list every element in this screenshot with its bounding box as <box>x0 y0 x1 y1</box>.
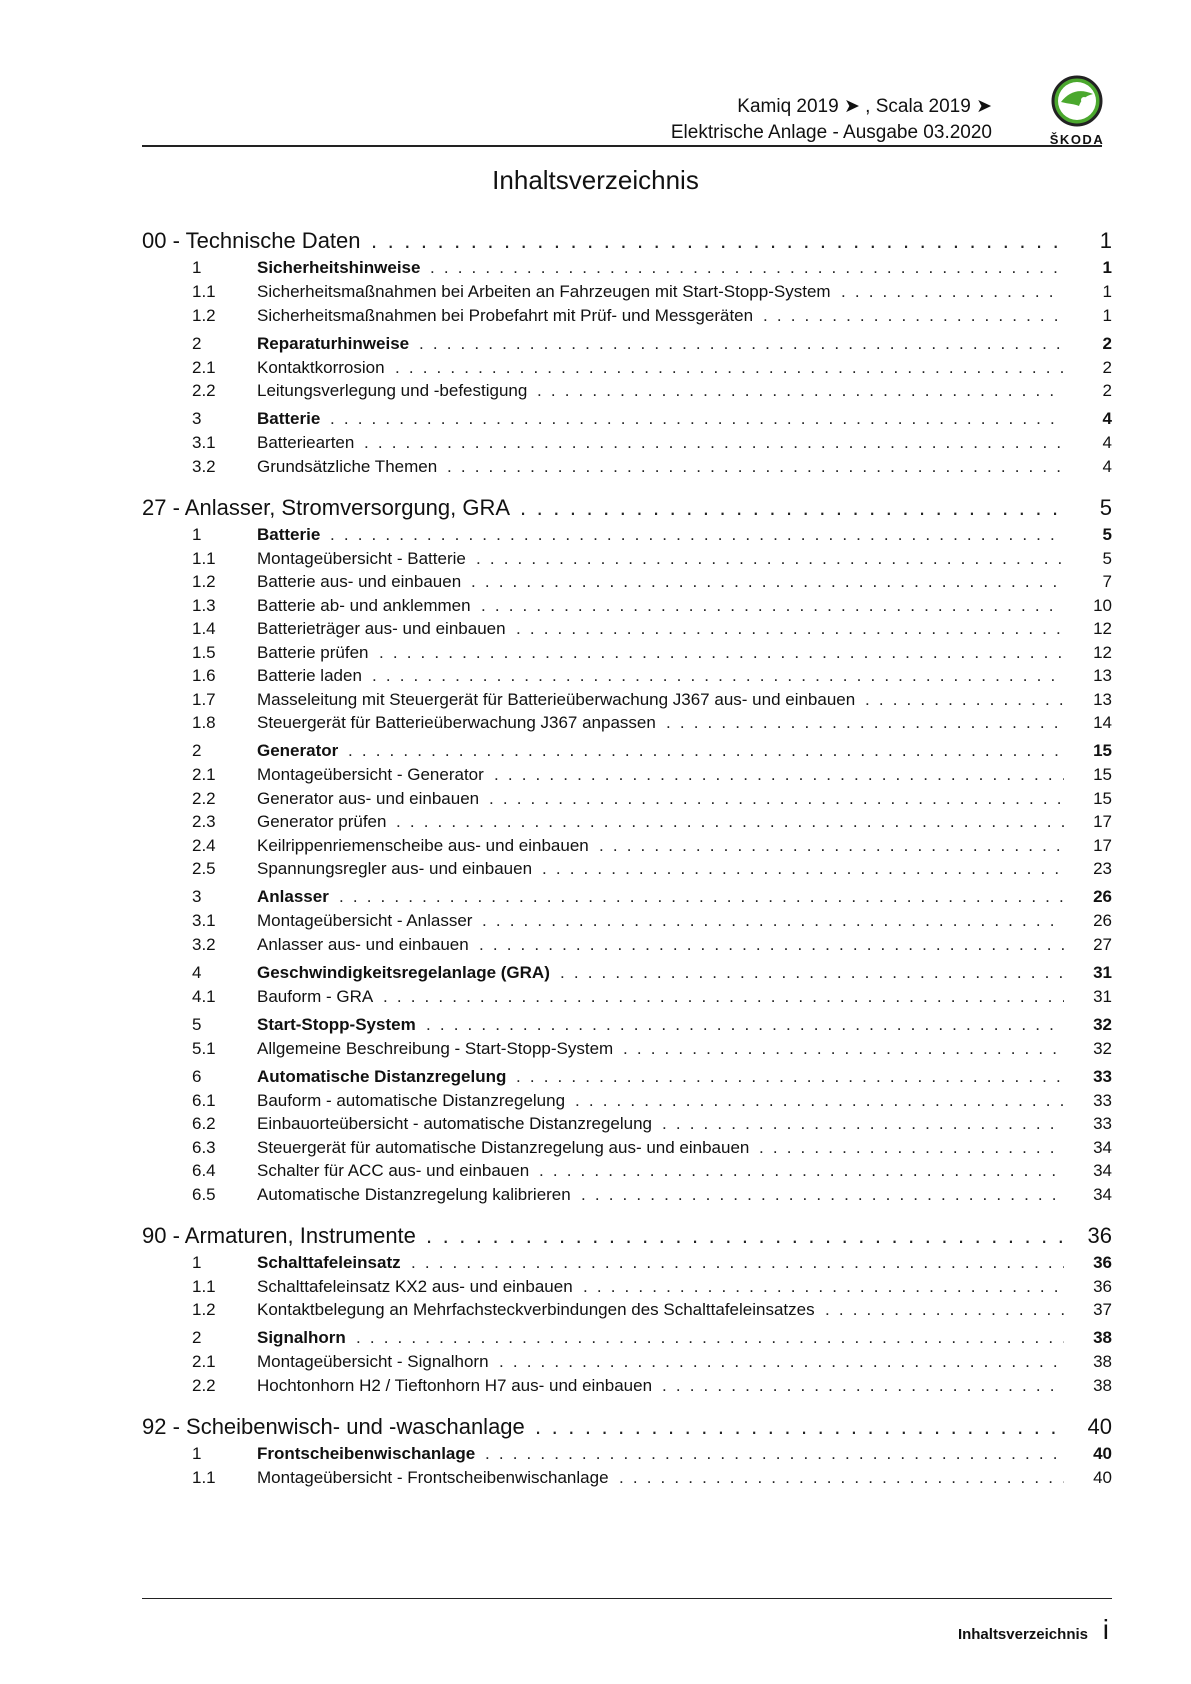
page-header <box>142 72 1112 148</box>
toc-section[interactable] <box>142 1067 1112 1089</box>
toc-leader-dots <box>364 433 1064 453</box>
toc-leader-dots <box>330 409 1064 429</box>
toc-title: Einbauorteübersicht - automatische Distanzregelung <box>257 1114 660 1134</box>
toc-leader-dots <box>520 495 1064 521</box>
toc-leader-dots <box>516 619 1064 639</box>
toc-title: Automatische Distanzregelung <box>257 1067 514 1087</box>
toc-leader-dots <box>479 935 1064 955</box>
toc-entry[interactable] <box>142 457 1112 479</box>
toc-entry[interactable] <box>142 282 1112 304</box>
toc-page-number: 34 <box>1093 1161 1112 1180</box>
toc-entry[interactable] <box>142 911 1112 933</box>
toc-leader-dots <box>759 1138 1064 1158</box>
toc-page-number: 5 <box>1102 524 1112 544</box>
toc-title: Start-Stopp-System <box>257 1015 424 1035</box>
toc-entry[interactable] <box>142 1277 1112 1299</box>
toc-leader-dots <box>430 258 1064 278</box>
toc-number: 1.1 <box>192 1276 216 1296</box>
toc-page-number: 1 <box>1102 282 1112 301</box>
toc-title: 00 - Technische Daten <box>142 228 369 254</box>
toc-leader-dots <box>471 572 1064 592</box>
toc-page-number: 31 <box>1093 986 1112 1006</box>
toc-leader-dots <box>619 1468 1064 1488</box>
toc-title: Batterie <box>257 409 328 429</box>
toc-page-number: 23 <box>1093 859 1112 878</box>
toc-entry[interactable] <box>142 1376 1112 1398</box>
toc-page-number: 33 <box>1093 1090 1112 1110</box>
toc-entry[interactable] <box>142 987 1112 1009</box>
toc-title: Schalttafeleinsatz <box>257 1253 409 1273</box>
toc-leader-dots <box>447 457 1064 477</box>
toc-page-number: 10 <box>1093 595 1112 615</box>
toc-title: Bauform - GRA <box>257 987 381 1007</box>
toc-title: Sicherheitsmaßnahmen bei Arbeiten an Fahrzeugen mit Start-Stopp-System <box>257 282 839 302</box>
toc-section[interactable] <box>142 1444 1112 1466</box>
toc-page-number: 14 <box>1093 713 1112 732</box>
toc-number: 2.3 <box>192 812 216 831</box>
toc-page-number: 40 <box>1087 1413 1112 1439</box>
toc-section[interactable] <box>142 963 1112 985</box>
toc-entry[interactable] <box>142 935 1112 957</box>
toc-leader-dots <box>581 1185 1064 1205</box>
toc-page-number: 38 <box>1093 1328 1112 1347</box>
toc-page-number: 36 <box>1093 1276 1112 1296</box>
toc-leader-dots <box>494 765 1064 785</box>
toc-title: Batteriearten <box>257 433 362 453</box>
toc-number: 1.1 <box>192 548 216 568</box>
toc-page-number: 38 <box>1093 1375 1112 1395</box>
toc-section[interactable] <box>142 334 1112 356</box>
toc-leader-dots <box>662 1376 1064 1396</box>
footer-rule <box>142 1598 1112 1599</box>
toc-page-number: 15 <box>1093 741 1112 760</box>
toc-leader-dots <box>599 836 1064 856</box>
toc-page-number: 4 <box>1102 409 1112 428</box>
toc-entry[interactable] <box>142 812 1112 834</box>
toc-section[interactable] <box>142 409 1112 431</box>
toc-page-number: 2 <box>1102 381 1112 400</box>
toc-title: Masseleitung mit Steuergerät für Batterieüberwachung J367 aus- und einbauen <box>257 690 863 710</box>
toc-entry[interactable] <box>142 549 1112 571</box>
toc-title: 90 - Armaturen, Instrumente <box>142 1223 424 1249</box>
toc-number: 2.1 <box>192 1352 216 1371</box>
toc-entry[interactable] <box>142 381 1112 403</box>
toc-number: 2.2 <box>192 788 216 808</box>
skoda-logo-icon <box>1039 72 1115 148</box>
toc-page-number: 38 <box>1093 1352 1112 1371</box>
toc-title: Montageübersicht - Anlasser <box>257 911 480 931</box>
toc-number: 6.2 <box>192 1114 216 1133</box>
toc-title: Steuergerät für automatische Distanzregelung aus- und einbauen <box>257 1138 757 1158</box>
toc-title: Montageübersicht - Frontscheibenwischanlage <box>257 1468 617 1488</box>
page-title: Inhaltsverzeichnis <box>492 165 699 195</box>
toc-page-number: 32 <box>1093 1038 1112 1058</box>
toc-number: 1.2 <box>192 305 216 325</box>
toc-title: Montageübersicht - Signalhorn <box>257 1352 497 1372</box>
toc-number: 6.1 <box>192 1090 216 1110</box>
toc-number: 3 <box>192 409 202 428</box>
toc-leader-dots <box>537 381 1064 401</box>
toc-number: 3.1 <box>192 433 216 452</box>
toc-leader-dots <box>583 1277 1064 1297</box>
toc-entry[interactable] <box>142 1300 1112 1322</box>
toc-leader-dots <box>575 1091 1064 1111</box>
toc-number: 1.7 <box>192 689 216 709</box>
toc-page-number: 34 <box>1093 1137 1112 1157</box>
toc-entry[interactable] <box>142 619 1112 641</box>
toc-title: Sicherheitshinweise <box>257 258 428 278</box>
toc-page-number: 32 <box>1093 1014 1112 1034</box>
toc-title: Generator prüfen <box>257 812 394 832</box>
header-models: Kamiq 2019 ➤ , Scala 2019 ➤ <box>737 96 992 117</box>
toc-page-number: 17 <box>1093 812 1112 831</box>
brand-wordmark: ŠKODA <box>1049 132 1105 147</box>
toc-entry[interactable] <box>142 1039 1112 1061</box>
toc-leader-dots <box>662 1114 1064 1134</box>
toc-title: Signalhorn <box>257 1328 354 1348</box>
toc-number: 2 <box>192 741 202 760</box>
toc-section[interactable] <box>142 1253 1112 1275</box>
toc-title: Kontaktkorrosion <box>257 358 393 378</box>
toc-page-number: 1 <box>1102 305 1112 325</box>
toc-leader-dots <box>499 1352 1064 1372</box>
toc-section[interactable] <box>142 1328 1112 1350</box>
toc-chapter[interactable] <box>142 495 1112 523</box>
toc-leader-dots <box>371 228 1064 254</box>
toc-title: Batterie laden <box>257 666 370 686</box>
toc-leader-dots <box>485 1444 1064 1464</box>
toc-number: 5.1 <box>192 1038 216 1058</box>
toc-title: Automatische Distanzregelung kalibrieren <box>257 1185 579 1205</box>
toc-number: 1.3 <box>192 595 216 615</box>
toc-chapter[interactable] <box>142 228 1112 256</box>
toc-number: 2.2 <box>192 381 216 400</box>
header-subtitle: Elektrische Anlage - Ausgabe 03.2020 <box>670 122 992 143</box>
toc-page-number: 12 <box>1093 619 1112 638</box>
toc-page-number: 5 <box>1099 494 1112 520</box>
toc-number: 1 <box>192 258 202 277</box>
toc-number: 1.8 <box>192 713 216 732</box>
toc-leader-dots <box>489 789 1064 809</box>
toc-number: 1.2 <box>192 572 216 591</box>
toc-page-number: 37 <box>1093 1300 1112 1319</box>
toc-title: Generator <box>257 741 346 761</box>
toc-entry[interactable] <box>142 1468 1112 1490</box>
header-rule <box>142 145 1102 147</box>
toc-title: Hochtonhorn H2 / Tieftonhorn H7 aus- und einbauen <box>257 1376 660 1396</box>
toc-title: Steuergerät für Batterieüberwachung J367 anpassen <box>257 713 664 733</box>
toc-title: 92 - Scheibenwisch- und -waschanlage <box>142 1414 533 1440</box>
toc-title: Schalttafeleinsatz KX2 aus- und einbauen <box>257 1277 581 1297</box>
toc-leader-dots <box>539 1161 1064 1181</box>
toc-leader-dots <box>841 282 1064 302</box>
toc-title: Batterie aus- und einbauen <box>257 572 469 592</box>
toc-leader-dots <box>330 525 1064 545</box>
toc-leader-dots <box>535 1414 1064 1440</box>
toc-number: 1 <box>192 524 202 544</box>
toc-leader-dots <box>379 643 1064 663</box>
footer-label: Inhaltsverzeichnis <box>957 1626 1088 1643</box>
toc-page-number: 26 <box>1093 911 1112 930</box>
toc-title: Geschwindigkeitsregelanlage (GRA) <box>257 963 558 983</box>
footer-page-number: i <box>1102 1614 1109 1645</box>
toc-number: 2.4 <box>192 835 216 855</box>
toc-entry[interactable] <box>142 765 1112 787</box>
toc-title: Sicherheitsmaßnahmen bei Probefahrt mit Prüf- und Messgeräten <box>257 306 761 326</box>
toc-leader-dots <box>426 1223 1064 1249</box>
toc-entry[interactable] <box>142 572 1112 594</box>
toc-number: 1.1 <box>192 282 216 301</box>
toc-leader-dots <box>542 859 1064 879</box>
toc-leader-dots <box>419 334 1064 354</box>
toc-number: 1.6 <box>192 666 216 685</box>
toc-title: Montageübersicht - Batterie <box>257 549 474 569</box>
toc-page-number: 15 <box>1093 765 1112 784</box>
toc-number: 2.1 <box>192 765 216 784</box>
toc-number: 1 <box>192 1252 202 1272</box>
toc-leader-dots <box>339 887 1064 907</box>
toc-page-number: 1 <box>1099 228 1112 253</box>
toc-entry[interactable] <box>142 690 1112 712</box>
toc-section[interactable] <box>142 887 1112 909</box>
toc-entry[interactable] <box>142 596 1112 618</box>
toc-number: 2.1 <box>192 357 216 377</box>
toc-title: 27 - Anlasser, Stromversorgung, GRA <box>142 495 518 521</box>
toc-page-number: 33 <box>1093 1114 1112 1133</box>
toc-number: 3.2 <box>192 456 216 476</box>
toc-chapter[interactable] <box>142 1223 1112 1251</box>
toc-number: 1.2 <box>192 1300 216 1319</box>
toc-leader-dots <box>481 596 1064 616</box>
toc-title: Allgemeine Beschreibung - Start-Stopp-System <box>257 1039 621 1059</box>
toc-page-number: 4 <box>1102 456 1112 476</box>
toc-page-number: 5 <box>1102 548 1112 568</box>
toc-leader-dots <box>383 987 1064 1007</box>
toc-title: Spannungsregler aus- und einbauen <box>257 859 540 879</box>
toc-page-number: 31 <box>1093 962 1112 982</box>
toc-leader-dots <box>560 963 1064 983</box>
toc-number: 5 <box>192 1014 202 1034</box>
toc-number: 4.1 <box>192 986 216 1006</box>
toc-page-number: 7 <box>1102 572 1112 591</box>
toc-title: Schalter für ACC aus- und einbauen <box>257 1161 537 1181</box>
toc-title: Batterie ab- und anklemmen <box>257 596 479 616</box>
toc-title: Leitungsverlegung und -befestigung <box>257 381 535 401</box>
toc-number: 6.3 <box>192 1137 216 1157</box>
toc-number: 4 <box>192 962 202 982</box>
toc-title: Anlasser aus- und einbauen <box>257 935 477 955</box>
toc-section[interactable] <box>142 525 1112 547</box>
toc-page-number: 15 <box>1093 788 1112 808</box>
toc-section[interactable] <box>142 741 1112 763</box>
toc-page-number: 36 <box>1087 1222 1112 1248</box>
toc-page-number: 4 <box>1102 433 1112 452</box>
toc-entry[interactable] <box>142 1114 1112 1136</box>
toc-page-number: 17 <box>1093 835 1112 855</box>
toc-number: 1 <box>192 1443 202 1463</box>
toc-number: 2.2 <box>192 1375 216 1395</box>
toc-entry[interactable] <box>142 358 1112 380</box>
toc-page-number: 13 <box>1093 689 1112 709</box>
toc-title: Kontaktbelegung an Mehrfachsteckverbindungen des Schalttafeleinsatzes <box>257 1300 823 1320</box>
toc-leader-dots <box>372 666 1064 686</box>
toc-title: Reparaturhinweise <box>257 334 417 354</box>
toc-chapter[interactable] <box>142 1414 1112 1442</box>
toc-page-number: 40 <box>1093 1467 1112 1487</box>
toc-title: Keilrippenriemenscheibe aus- und einbauen <box>257 836 597 856</box>
toc-leader-dots <box>476 549 1064 569</box>
toc-entry[interactable] <box>142 836 1112 858</box>
toc-entry[interactable] <box>142 1091 1112 1113</box>
toc-entry[interactable] <box>142 433 1112 455</box>
toc-entry[interactable] <box>142 1138 1112 1160</box>
toc-leader-dots <box>411 1253 1064 1273</box>
toc-entry[interactable] <box>142 789 1112 811</box>
toc-entry[interactable] <box>142 713 1112 735</box>
toc-title: Batterie <box>257 525 328 545</box>
toc-page-number: 2 <box>1102 333 1112 353</box>
toc-page-number: 13 <box>1093 666 1112 685</box>
toc-entry[interactable] <box>142 643 1112 665</box>
toc-title: Frontscheibenwischanlage <box>257 1444 483 1464</box>
toc-number: 2 <box>192 333 202 353</box>
toc-page-number: 1 <box>1102 258 1112 277</box>
toc-title: Montageübersicht - Generator <box>257 765 492 785</box>
toc-leader-dots <box>348 741 1064 761</box>
toc-number: 1.1 <box>192 1467 216 1487</box>
toc-leader-dots <box>395 358 1064 378</box>
toc-number: 3.2 <box>192 934 216 954</box>
toc-number: 3 <box>192 887 202 906</box>
toc-entry[interactable] <box>142 1161 1112 1183</box>
toc-entry[interactable] <box>142 859 1112 881</box>
toc-title: Generator aus- und einbauen <box>257 789 487 809</box>
toc-leader-dots <box>763 306 1064 326</box>
toc-page-number: 40 <box>1093 1443 1112 1463</box>
toc-leader-dots <box>482 911 1064 931</box>
toc-number: 1.5 <box>192 642 216 662</box>
toc-entry[interactable] <box>142 1185 1112 1207</box>
toc-page-number: 27 <box>1093 934 1112 954</box>
toc-section[interactable] <box>142 1015 1112 1037</box>
toc-number: 6.4 <box>192 1161 216 1180</box>
toc-entry[interactable] <box>142 666 1112 688</box>
toc-number: 6.5 <box>192 1184 216 1204</box>
toc-page-number: 36 <box>1093 1252 1112 1272</box>
toc-leader-dots <box>666 713 1064 733</box>
toc-page-number: 33 <box>1093 1066 1112 1086</box>
toc-leader-dots <box>623 1039 1064 1059</box>
toc-number: 2 <box>192 1328 202 1347</box>
toc-leader-dots <box>356 1328 1064 1348</box>
toc-page-number: 2 <box>1102 357 1112 377</box>
toc-leader-dots <box>865 690 1064 710</box>
toc-leader-dots <box>825 1300 1064 1320</box>
toc-entry[interactable] <box>142 1352 1112 1374</box>
toc-page-number: 26 <box>1093 887 1112 906</box>
toc-title: Bauform - automatische Distanzregelung <box>257 1091 573 1111</box>
toc-title: Anlasser <box>257 887 337 907</box>
toc-leader-dots <box>516 1067 1064 1087</box>
toc-title: Grundsätzliche Themen <box>257 457 445 477</box>
toc-title: Batterieträger aus- und einbauen <box>257 619 514 639</box>
toc-number: 2.5 <box>192 859 216 878</box>
toc-title: Batterie prüfen <box>257 643 377 663</box>
toc-page-number: 12 <box>1093 642 1112 662</box>
toc-page-number: 34 <box>1093 1184 1112 1204</box>
toc-entry[interactable] <box>142 306 1112 328</box>
toc-leader-dots <box>426 1015 1064 1035</box>
toc-number: 6 <box>192 1066 202 1086</box>
toc-leader-dots <box>396 812 1064 832</box>
toc-number: 1.4 <box>192 619 216 638</box>
toc-number: 3.1 <box>192 911 216 930</box>
toc-section[interactable] <box>142 258 1112 280</box>
